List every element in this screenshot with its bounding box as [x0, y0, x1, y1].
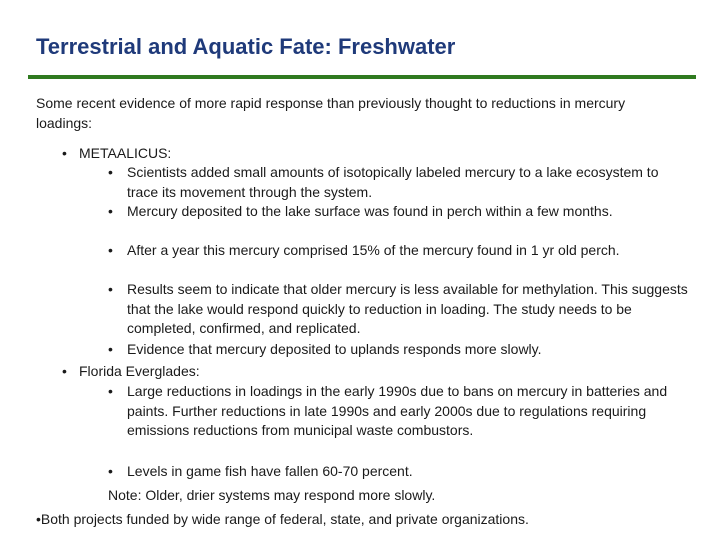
- list-item: [108, 382, 687, 441]
- bullet-icon: •: [108, 242, 113, 258]
- list-item: [108, 202, 687, 222]
- bullet-icon: •: [108, 463, 113, 479]
- list-item: [108, 462, 687, 482]
- section-heading-metaalicus: METAALICUS:: [79, 145, 172, 161]
- list-item-text: After a year this mercury comprised 15% of the mercury found in 1 yr old perch.: [127, 242, 620, 258]
- list-item-text: Evidence that mercury deposited to uplands responds more slowly.: [127, 341, 542, 357]
- bullet-icon: •: [108, 341, 113, 357]
- intro-paragraph: Some recent evidence of more rapid response than previously thought to reductions in mercury loadings:: [36, 95, 626, 131]
- list-item-text: Levels in game fish have fallen 60-70 percent.: [127, 463, 413, 479]
- list-item: [108, 241, 687, 261]
- list-item-text: Mercury deposited to the lake surface was found in perch within a few months.: [127, 203, 613, 219]
- section-heading-everglades: Florida Everglades:: [79, 363, 200, 379]
- list-item: [108, 280, 699, 339]
- list-item-text: Large reductions in loadings in the early 1990s due to bans on mercury in batteries and paints. Further reductions in late 1990s and early 2000s due to regulations requiring emissions reductions from municipal waste combustors.: [127, 383, 668, 439]
- list-item-text: Results seem to indicate that older mercury is less available for methylation. This suggests that the lake would respond quickly to reduction in loading. The study needs to be completed, confirmed, and replicated.: [127, 281, 688, 337]
- bullet-icon: •: [108, 281, 113, 297]
- bullet-icon: •: [108, 164, 113, 180]
- section-florida-everglades: [62, 362, 679, 382]
- list-item-text: Scientists added small amounts of isotopically labeled mercury to a lake ecosystem to trace its movement through the system.: [127, 164, 659, 200]
- list-item: [108, 163, 687, 202]
- section-metaalicus: [62, 144, 679, 164]
- slide-title: Terrestrial and Aquatic Fate: Freshwater: [36, 34, 456, 59]
- section-note: Note: Older, drier systems may respond more slowly.: [108, 487, 436, 503]
- bullet-icon: •: [108, 203, 113, 219]
- bullet-icon: •: [62, 363, 67, 379]
- bullet-icon: •: [62, 145, 67, 161]
- title-divider: [28, 75, 696, 79]
- footer-note: •Both projects funded by wide range of federal, state, and private organizations.: [36, 511, 529, 527]
- bullet-icon: •: [108, 383, 113, 399]
- list-item: [108, 340, 699, 360]
